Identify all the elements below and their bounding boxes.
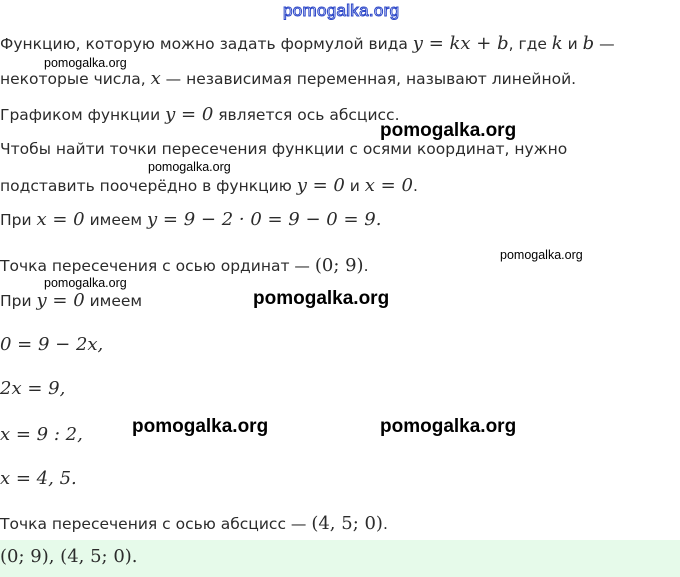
case-x0-line [0,209,381,230]
definition-line-1 [0,33,615,54]
text: подставить поочерёдно в функцию [0,177,297,195]
method-line-2 [0,175,418,196]
ordinate-point-line [0,255,369,276]
text: — независимая переменная, называют линейной. [160,70,577,88]
equation-step-3: x = 9 : 2, [0,424,83,445]
watermark-top[interactable]: pomogalka.org [283,1,400,20]
text: некоторые числа, [0,70,151,88]
equation-step-1: 0 = 9 − 2x, [0,334,104,355]
abscissa-graph-line [0,104,400,125]
formula-linear: y = kx + b [412,33,509,54]
text: — [594,35,615,53]
answer-box [0,540,680,577]
watermark-large-2: pomogalka.org [253,288,390,309]
text: и [344,177,365,195]
formula-y-calc: y = 9 − 2 · 0 = 9 − 0 = 9. [147,209,382,230]
var-x: x [150,68,161,89]
text: При [0,211,37,229]
text: имеем [84,292,143,310]
formula-x0: x = 0 [36,209,85,230]
text: Графиком функции [0,106,166,124]
method-line-1: Чтобы найти точки пересечения функции с осями координат, нужно [0,140,568,158]
watermark-small-1: pomogalka.org [44,56,127,70]
formula-y0: y = 0 [165,104,214,125]
text: имеем [84,211,148,229]
text: Точка пересечения с осью ординат — [0,257,315,275]
point-ordinate: (0; 9) [314,255,364,276]
point-abscissa: (4, 5; 0) [311,513,383,534]
var-b: b [582,33,595,54]
var-k: k [551,33,563,54]
formula-y0: y = 0 [36,290,85,311]
text: . [412,177,418,195]
watermark-small-2: pomogalka.org [148,160,231,174]
text: Точка пересечения с осью абсцисс — [0,515,312,533]
text: . [363,257,369,275]
watermark-large-4: pomogalka.org [380,416,517,437]
abscissa-point-line [0,513,388,534]
formula-x0: x = 0 [364,175,413,196]
text: является ось абсцисс. [213,106,400,124]
equation-step-2: 2x = 9, [0,378,66,399]
watermark-large-1: pomogalka.org [380,120,517,141]
text: При [0,292,37,310]
equation-step-4: x = 4, 5. [0,468,77,489]
answer-text: (0; 9), (4, 5; 0). [0,546,138,567]
watermark-small-3: pomogalka.org [500,248,583,262]
watermark-small-4: pomogalka.org [44,276,127,290]
formula-y0: y = 0 [296,175,345,196]
text: и [562,35,583,53]
case-y0-line [0,290,142,311]
watermark-large-3: pomogalka.org [132,416,269,437]
text: , где [508,35,552,53]
text: Функцию, которую можно задать формулой вида [0,35,413,53]
text: . [382,515,388,533]
definition-line-2 [0,68,576,89]
